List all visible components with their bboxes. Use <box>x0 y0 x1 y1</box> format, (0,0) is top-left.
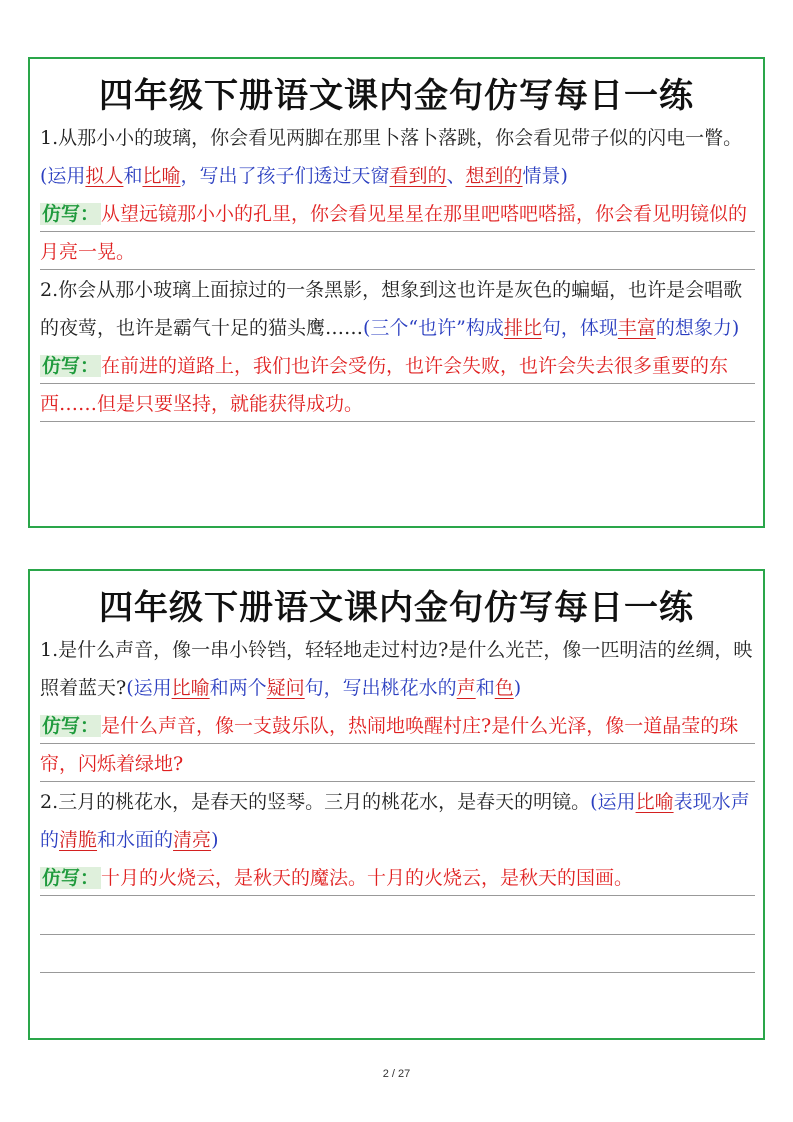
imitation-label: 仿写： <box>42 715 100 737</box>
imitation-answer: 仿写： 是什么声音，像一支鼓乐队，热闹地唤醒村庄?是什么光泽，像一道晶莹的珠帘，闪烁着绿地? <box>40 707 755 783</box>
imitation-answer: 仿写： 在前进的道路上，我们也许会受伤，也许会失败，也许会失去很多重要的东西……但是只要坚持，就能获得成功。 <box>40 347 755 423</box>
annotation: (运用比喻表现水声的清脆和水面的清亮) <box>40 791 750 851</box>
imitation-answer: 仿写： 十月的火烧云，是秋天的魔法。十月的火烧云，是秋天的国画。 <box>40 859 755 897</box>
annotation: (运用比喻和两个疑问句，写出桃花水的声和色) <box>126 677 522 699</box>
question-text: 1.从那小小的玻璃，你会看见两脚在那里卜落卜落跳，你会看见带子似的闪电一瞥。(运用拟人和比喻，写出了孩子们透过天窗看到的、想到的情景) <box>40 127 743 187</box>
card-title: 四年级下册语文课内金句仿写每日一练 <box>99 588 694 628</box>
item-1 <box>30 119 763 271</box>
question-text: 2.三月的桃花水，是春天的竖琴。三月的桃花水，是春天的明镜。(运用比喻表现水声的清脆和水面的清亮) <box>40 791 750 851</box>
question-text: 1.是什么声音，像一串小铃铛，轻轻地走过村边?是什么光芒，像一匹明洁的丝绸，映照着蓝天?(运用比喻和两个疑问句，写出桃花水的声和色) <box>40 639 753 699</box>
imitation-answer: 仿写： 从望远镜那小小的孔里，你会看见星星在那里吧嗒吧嗒摇，你会看见明镜似的月亮一晃。 <box>40 195 755 271</box>
blank-writing-line <box>40 897 755 935</box>
imitation-label: 仿写： <box>42 867 100 889</box>
annotation: (三个“也许”构成排比句，体现丰富的想象力) <box>363 317 740 339</box>
blank-writing-line <box>40 935 755 973</box>
item-1 <box>30 631 763 783</box>
item-2 <box>30 271 763 423</box>
card-title: 四年级下册语文课内金句仿写每日一练 <box>99 76 694 116</box>
item-2 <box>30 783 763 897</box>
annotation: (运用拟人和比喻，写出了孩子们透过天窗看到的、想到的情景) <box>40 165 568 187</box>
question-text: 2.你会从那小玻璃上面掠过的一条黑影，想象到这也许是灰色的蝙蝠，也许是会唱歌的夜莺，也许是霸气十足的猫头鹰……(三个“也许”构成排比句，体现丰富的想象力) <box>40 279 743 339</box>
page-number: 2 / 27 <box>382 1068 411 1080</box>
imitation-label: 仿写： <box>42 203 100 225</box>
practice-card-1 <box>28 57 765 528</box>
practice-card-2 <box>28 569 765 1040</box>
imitation-label: 仿写： <box>42 355 100 377</box>
